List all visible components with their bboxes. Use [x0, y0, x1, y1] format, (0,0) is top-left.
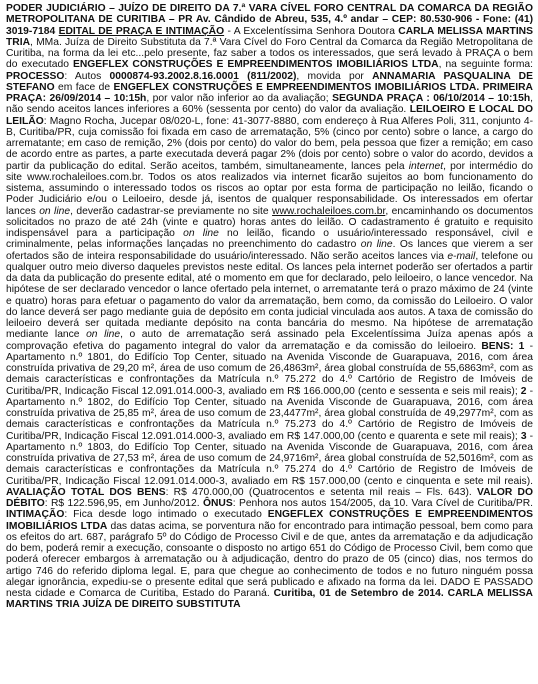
notice-segment: LEILOEIRO E LOCAL DO LEILÃO	[6, 104, 533, 127]
notice-segment: ENGEFLEX CONSTRUÇÕES E EMPREENDIMENTOS IMOBILIÁRIOS LTDA	[6, 509, 534, 532]
notice-segment: PROCESSO	[6, 70, 65, 82]
notice-segment: CARLA MELISSA MARTINS TRIA	[6, 25, 533, 48]
notice-segment: , não sendo aceitos lances inferiores a 60% (sessenta por cento) do valor da avaliação.	[6, 93, 533, 116]
notice-segment: on line	[360, 239, 393, 251]
notice-segment: 3	[520, 430, 527, 442]
notice-segment: SEGUNDA PRAÇA : 06/10/2014 – 10:15h	[332, 93, 531, 104]
notice-segment: : Fica desde logo intimado o executado	[64, 509, 268, 521]
notice-segment: INTIMAÇÃO	[6, 509, 65, 521]
notice-segment: internet	[408, 160, 444, 172]
notice-segment: , na seguinte forma:	[438, 59, 533, 71]
notice-segment: www.rochaleiloes.com.br	[272, 205, 386, 217]
notice-segment: AVALIAÇÃO TOTAL DOS BENS	[6, 486, 166, 498]
notice-segment: : Penhora nos autos 154/2005, da 10. Vara Cível de Curitiba/PR.	[232, 498, 533, 509]
notice-segment: - A Excelentíssima Senhora Doutora	[224, 25, 399, 37]
notice-segment: , o auto de arrematação será assinado pela Excelentíssima Juíza apenas após a comprovação efetiva do pagamento integral do valor da arrematação e da comissão do leiloeiro.	[6, 329, 533, 352]
notice-segment: on line	[39, 205, 71, 217]
notice-segment: , movida por	[296, 70, 373, 82]
notice-segment: 2	[520, 385, 527, 397]
notice-segment: ENGEFLEX CONSTRUÇÕES E EMPREENDIMENTOS IMOBILIÁRIOS LTDA. PRIMEIRA PRAÇA: 26/09/2014 – 10:15h	[6, 81, 533, 104]
notice-segment: , MMa. Juíza de Direito Substituta da 7.ª Vara Cível do Foro Central da Comarca da Região Metropolitana de Curitiba, na forma da lei etc...pelo presente, faz saber a todos os interessados, que será levado à PRAÇA o bem do executado	[6, 36, 533, 71]
notice-segment: EDITAL DE PRAÇA E INTIMAÇÃO	[58, 25, 225, 37]
notice-segment: , por intermédio do site www.rochaleiloes.com.br. Todos os atos realizados via internet ficarão sujeitos ao bom funcionamento do sistema, assumindo o interessado todos os riscos ao optar por esta forma de participação no leilão, ficando o Poder Judiciário e/ou o Leiloeiro, desde já, isentos de qualquer responsabilidade. Os interessados em ofertar lances	[6, 160, 533, 217]
notice-segment: : Magno Rocha, Jucepar 08/020-L, fone: 41-3077-8880, com endereço à Rua Alferes Poli, 311, conjunto 4-B, Curitiba/PR, cuja comissão foi fixada em caso de arrematação, 5% (cinco por cento) sobre o lance, a cargo do arrematante; em caso de remição, 2% (dois por cento) do valor do bem, pela pessoa que fizer a remição; em caso de acordo entre as partes, a parte executada deverá pagar 2% (dois por cento) sobre o valor do acordo, devidos a partir da publicação do edital. Serão aceitos, também, simultaneamente, lances pela	[6, 115, 533, 172]
notice-segment: - Apartamento n.º 1802, do Edifício Top Center, situado na Avenida Visconde de Guarapuava, 2016, com área construída privativa de 25,85 m², área de uso comum de 23,4477m², área global construída de 49,2977m², com as demais características e confrontações da Matrícula n.º 75.273 do 4.º Cartório de Registro de Imóveis de Curitiba/PR, Indicação Fiscal 12.091.014.000-3, avaliado em R$ 147.000,00 (cento e quarenta e sete mil reais);	[6, 385, 533, 442]
notice-segment: ENGEFLEX CONSTRUÇÕES E EMPREENDIMENTOS IMOBILIÁRIOS LTDA	[72, 59, 439, 71]
notice-segment: PODER JUDICIÁRIO – JUÍZO DE DIREITO DA 7.ª VARA CÍVEL FORO CENTRAL DA COMARCA DA REGIÃO METROPOLITANA DE CURITIBA – PR Av. Cândido de Abreu, 535, 4.º andar – CEP: 80.530-906 - Fone: (41) 3019-7184	[6, 3, 533, 37]
notice-segment: ÔNUS	[202, 498, 233, 509]
notice-segment: em face de	[54, 81, 114, 93]
notice-segment: : R$ 122.596,95, em Junho/2012.	[44, 498, 203, 509]
notice-segment: - Apartamento n.º 1801, do Edifício Top Center, situado na Avenida Visconde de Guarapuava, 2016, com área construída privativa de 29,20 m², área de uso comum de 26,4863m², área global construída de 55,6863m², com as demais características e confrontações da Matrícula n.º 75.272 do 4.º Cartório de Registro de Imóveis de Curitiba/PR, Indicação Fiscal 12.091.014.000-3, avaliado em R$ 166.000,00 (cento e sessenta e seis mil reais);	[6, 340, 534, 397]
notice-segment: BENS: 1	[481, 340, 525, 352]
notice-segment: on line	[86, 329, 121, 341]
notice-segment: Curitiba, 01 de Setembro de 2014. CARLA MELISSA MARTINS TRIA JUÍZA DE DIREITO SUBSTITUTA	[6, 588, 533, 611]
notice-segment: , deverão cadastrar-se previamente no site	[70, 205, 273, 217]
notice-segment: : R$ 470.000,00 (Quatrocentos e setenta mil reais – Fls. 643).	[165, 486, 477, 498]
notice-segment: , telefone ou qualquer outro meio diverso daqueles previstos neste edital. Os lances pela internet poderão ser ofertados a partir da data da publicação do presente edital, até o momento em que for declarado, pelo leiloeiro, o lance vencedor. Na hipótese de ser declarado vencedor o lance ofertado pela internet, o arrematante terá o prazo máximo de 24 (vinte e quatro) horas para efetuar o pagamento do valor da arrematação, bem como, da comissão do Leiloeiro. O valor do lance deverá ser pago mediante guia de depósito em conta judicial vinculada aos autos. A taxa de comissão do leiloeiro deverá ser quitada mediante depósito na conta bancária do mesmo. Na hipótese de arrematação mediante lance	[6, 250, 533, 341]
notice-segment: e-mail	[447, 250, 476, 262]
notice-segment: 0000874-93.2002.8.16.0001 (811/2002)	[109, 70, 297, 82]
notice-segment: . Os lances que vierem a ser ofertados são de inteira responsabilidade do usuário/interessado. Não serão aceitos lances via	[6, 239, 534, 262]
notice-segment: - Apartamento n.º 1803, do Edifício Top Center, situado na Avenida Visconde de Guarapuava, 2016, com área construída privativa de 27,53 m², área de uso comum de 24,9716m², área global construída de 52,5016m², com as demais características e confrontações da Matrícula n.º 75.274 do 4.º Cartório de Registro de Imóveis de Curitiba/PR, Indicação Fiscal 12.091.014.000-3, avaliado em R$ 157.000,00 (cento e cinquenta e sete mil reais).	[6, 430, 534, 487]
notice-segment: : Autos	[64, 70, 110, 82]
notice-segment: no leilão, ficando o usuário/interessado responsável, civil e criminalmente, pelas informações lançadas no preenchimento do cadastro	[6, 228, 533, 251]
notice-segment: on line	[183, 228, 219, 239]
notice-segment: , por valor não inferior ao da avaliação;	[146, 93, 333, 104]
notice-segment: das datas acima, se porventura não for encontrado para intimação pessoal, bem como para os efeitos do art. 687, parágrafo 5º do Código de Processo Civil e de que, antes da arrematação e da adjudicação do bem, poderá remir a execução, consoante o disposto no artigo 651 do Código de Processo Civil, bem como que poderá oferecer embargos à arrematação ou à adjudicação, dentro do prazo de 05 (cinco) dias, nos termos do artigo 746 do referido diploma legal. E, para que chegue ao conhecimento de todos e no futuro ninguém possa alegar ignorância, expediu-se o presente edital que será publicado e afixado na forma da lei. DADO E PASSADO nesta cidade e Comarca de Curitiba, Estado do Paraná.	[6, 520, 533, 599]
notice-segment: , encaminhando os documentos solicitados no prazo de até 24h (vinte e quatro) horas antes do leilão. O cadastramento é gratuito e requisito indispensável para a participação	[6, 205, 533, 239]
notice-segment: VALOR DO DÉBITO	[6, 486, 533, 509]
notice-segment: ANNAMARIA PASQUALINA DE STEFANO	[6, 70, 533, 93]
